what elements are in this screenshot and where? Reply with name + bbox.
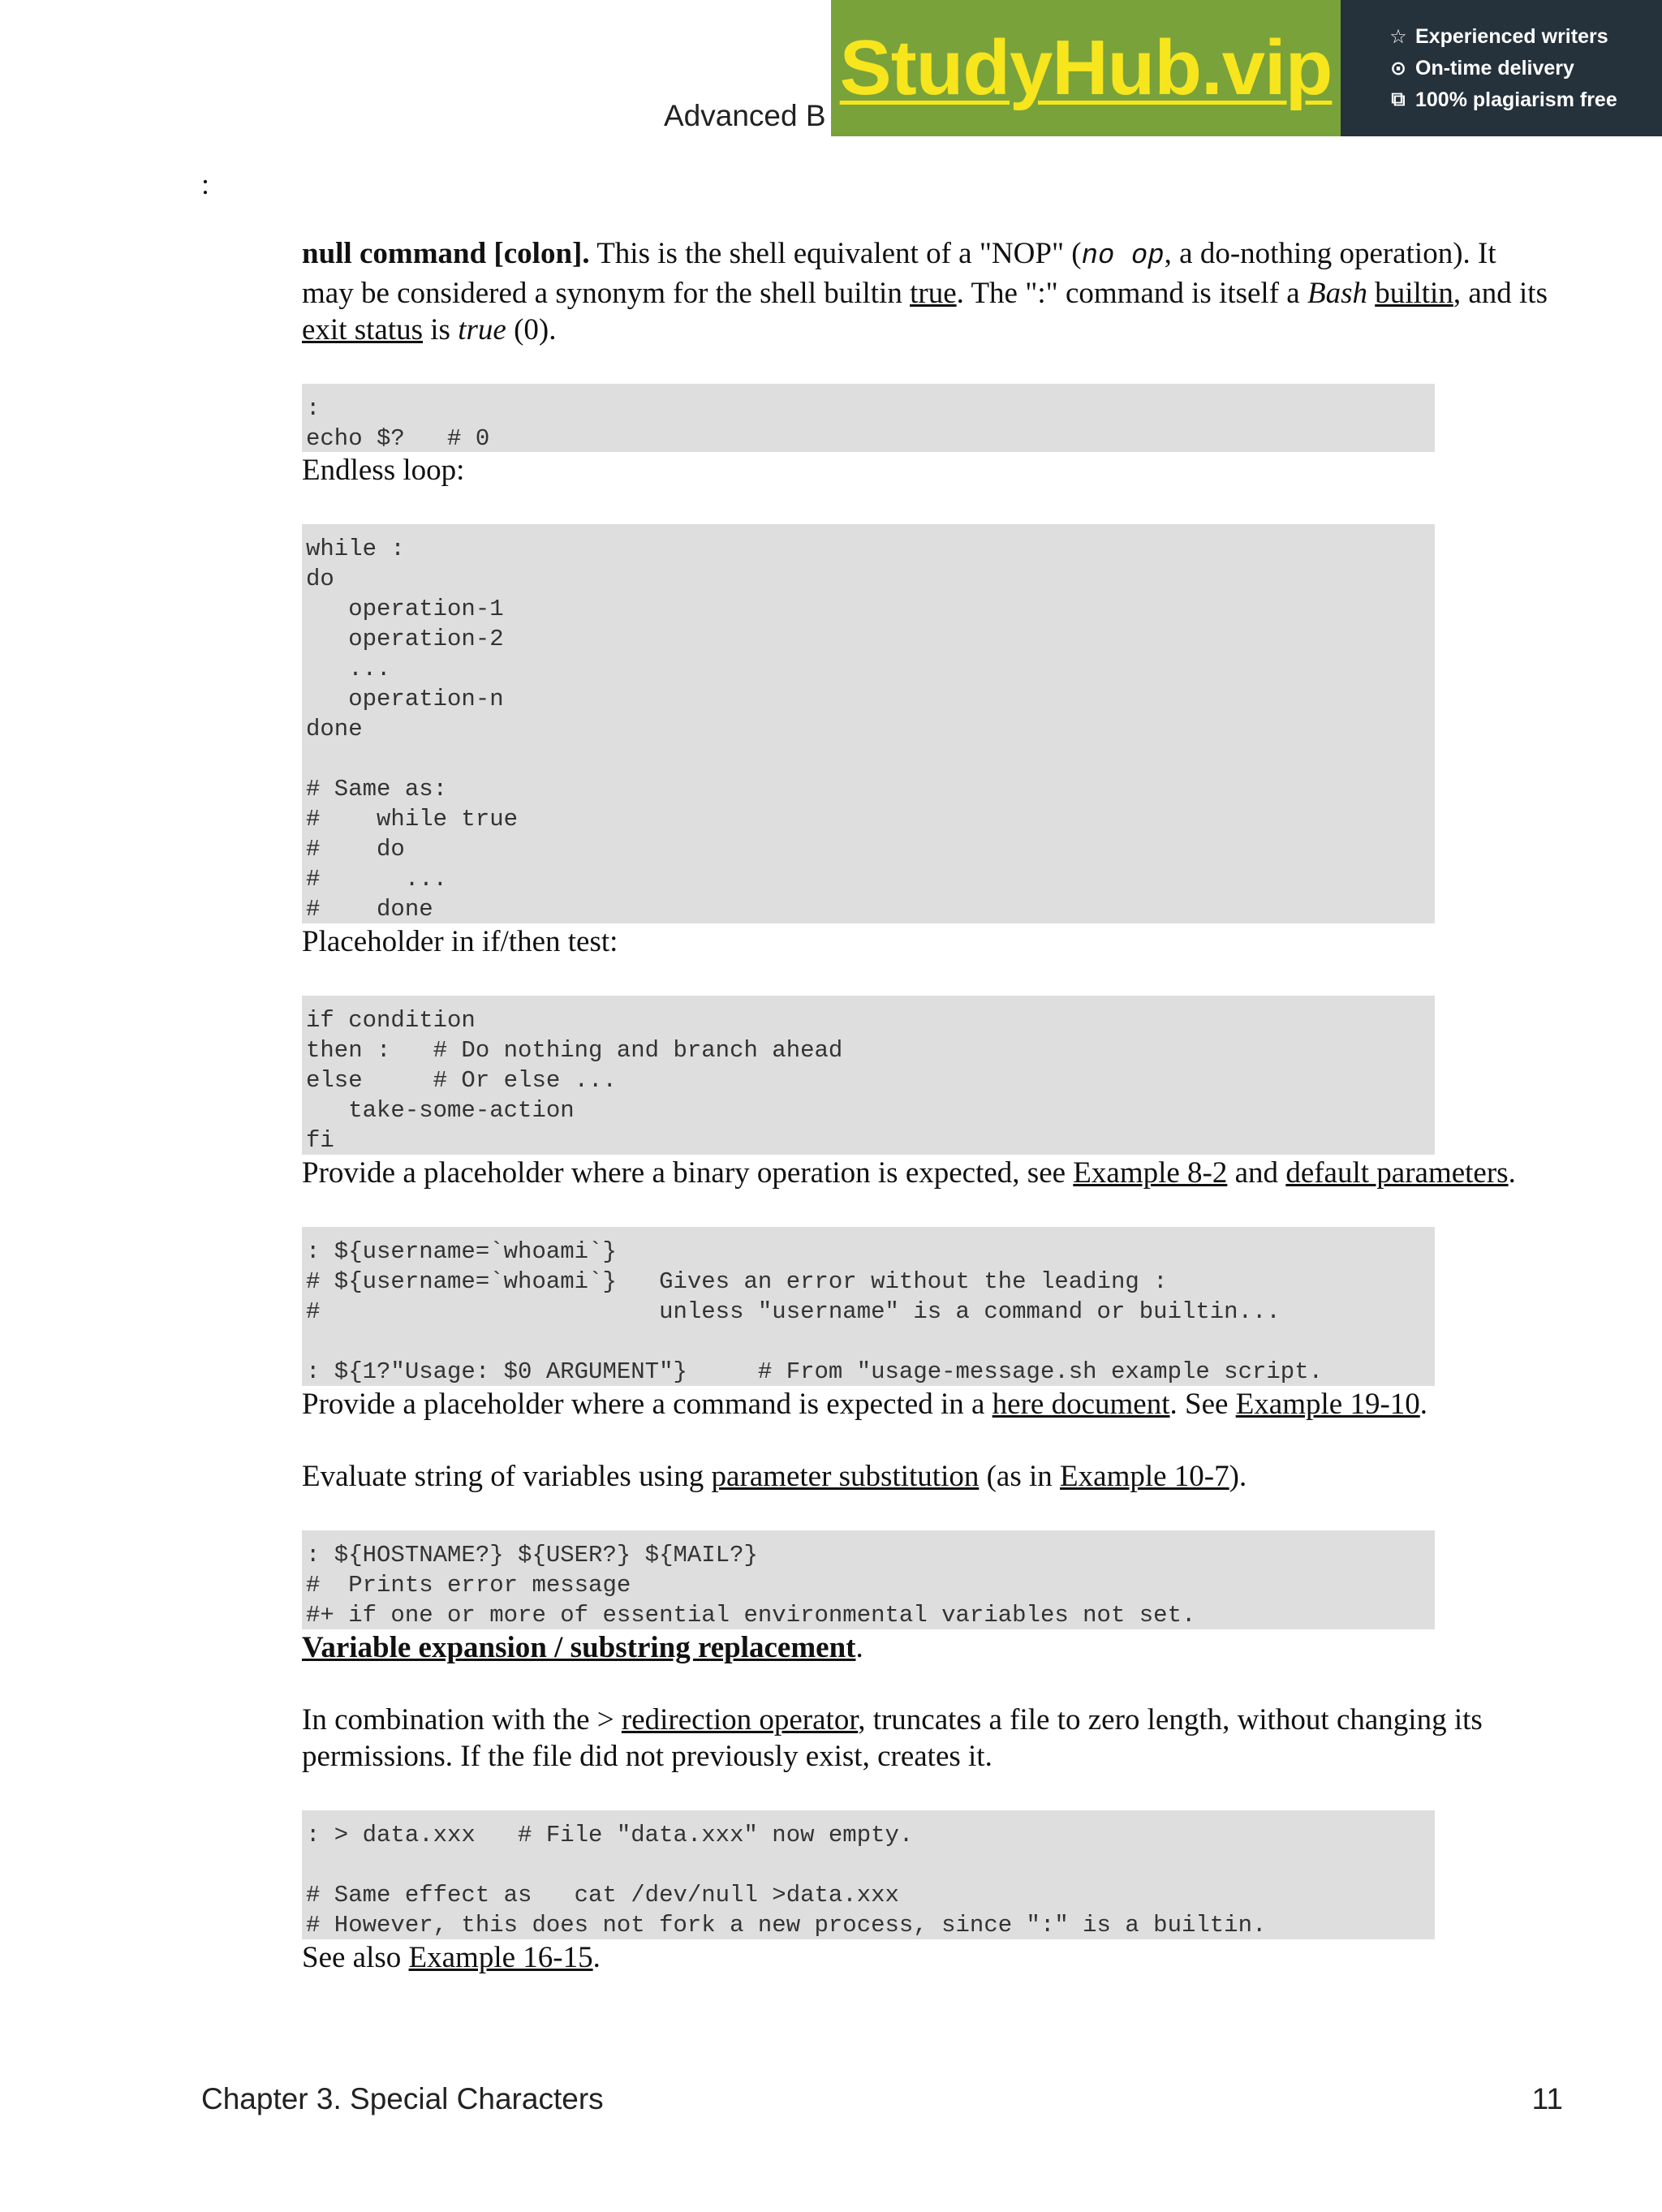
code-block-truncate: : > data.xxx # File "data.xxx" now empty. # Same effect as cat /dev/null >data.xxx # However, this does not fork a new process, since ":" is a builtin. <box>302 1810 1435 1939</box>
redirect-text: In combination with the > <box>302 1703 622 1736</box>
term-colon: : <box>201 168 210 200</box>
link-here-document[interactable]: here document <box>992 1388 1170 1421</box>
code-block-username: : ${username=`whoami`} # ${username=`whoami`} Gives an error without the leading : # unless "username" is a command or builtin... : ${1?"Usage: $0 ARGUMENT"} # From "usage-message.sh example script. <box>302 1227 1435 1386</box>
redirect-paragraph <box>302 1702 1552 1775</box>
star-icon: ☆ <box>1389 25 1407 48</box>
intro-text: (0). <box>506 313 557 346</box>
code-block-if-then: if condition then : # Do nothing and branch ahead else # Or else ... take-some-action fi <box>302 996 1435 1155</box>
link-default-parameters[interactable]: default parameters <box>1285 1156 1509 1190</box>
evaluate-text: ). <box>1229 1460 1247 1493</box>
binary-text: and <box>1227 1156 1286 1190</box>
heredoc-paragraph <box>302 1386 1552 1422</box>
label-placeholder: Placeholder in if/then test: <box>302 925 618 958</box>
binary-text: Provide a placeholder where a binary operation is expected, see <box>302 1156 1074 1190</box>
footer-page-number: 11 <box>1531 2082 1563 2115</box>
copy-icon: ⧉ <box>1391 88 1406 110</box>
banner-feature-delivery <box>1388 57 1662 80</box>
binary-text: . <box>1508 1156 1516 1190</box>
link-example-10-7[interactable]: Example 10-7 <box>1060 1460 1229 1493</box>
main-content <box>302 235 1552 1976</box>
link-example-8-2[interactable]: Example 8-2 <box>1073 1156 1228 1190</box>
redirect-text: , truncates a file to zero length, without changing its permissions. If the file did not previously exist, creates it. <box>302 1703 1483 1773</box>
link-builtin[interactable]: builtin <box>1375 277 1453 310</box>
footer-chapter-title: Chapter 3. Special Characters <box>201 2082 604 2115</box>
code-block-endless-loop: while : do operation-1 operation-2 ... operation-n done # Same as: # while true # do # ... # done <box>302 524 1435 923</box>
studyhub-logo[interactable]: StudyHub.vip <box>839 24 1333 111</box>
intro-text: , a do-nothing operation). It may be considered a synonym for the shell builtin <box>302 237 1496 310</box>
banner-feature-plagiarism <box>1388 88 1662 112</box>
code-block-null: : echo $? # 0 <box>302 384 1435 452</box>
evaluate-text: (as in <box>979 1460 1061 1493</box>
link-redirection-operator[interactable]: redirection operator <box>621 1703 859 1736</box>
intro-true: true <box>458 313 506 346</box>
heredoc-text: . <box>1419 1388 1428 1421</box>
evaluate-text: Evaluate string of variables using <box>302 1460 712 1493</box>
banner-logo-area[interactable] <box>831 0 1341 136</box>
banner-feature-text: Experienced writers <box>1415 24 1608 48</box>
varexp-paragraph <box>302 1629 1552 1666</box>
intro-bash: Bash <box>1307 277 1367 310</box>
banner-features <box>1341 0 1662 136</box>
banner-feature-writers <box>1388 25 1662 49</box>
studyhub-ad-banner[interactable] <box>831 0 1662 136</box>
link-example-19-10[interactable]: Example 19-10 <box>1235 1388 1420 1421</box>
varexp-text: . <box>855 1631 863 1664</box>
binary-paragraph <box>302 1155 1552 1191</box>
intro-text <box>1367 277 1375 310</box>
intro-paragraph <box>302 235 1552 348</box>
intro-mono: no op <box>1081 241 1165 272</box>
clock-icon: ⊙ <box>1389 57 1407 80</box>
heredoc-text: . See <box>1169 1388 1236 1421</box>
link-exit-status[interactable]: exit status <box>302 313 424 346</box>
see-also-text: . <box>592 1941 601 1974</box>
intro-text: . The ":" command is itself a <box>956 277 1307 310</box>
link-example-16-15[interactable]: Example 16-15 <box>408 1941 593 1974</box>
link-variable-expansion[interactable]: Variable expansion / substring replacement <box>302 1631 856 1664</box>
page-header-title: Advanced B <box>664 99 826 132</box>
link-true[interactable]: true <box>910 277 957 310</box>
evaluate-paragraph <box>302 1458 1552 1495</box>
see-also-text: See also <box>302 1941 409 1974</box>
see-also-paragraph <box>302 1939 1552 1976</box>
banner-feature-text: 100% plagiarism free <box>1415 88 1617 111</box>
link-parameter-substitution[interactable]: parameter substitution <box>711 1460 980 1493</box>
intro-text: , and its <box>1453 277 1548 310</box>
intro-text: This is the shell equivalent of a "NOP" ( <box>589 237 1082 270</box>
code-block-hostname: : ${HOSTNAME?} ${USER?} ${MAIL?} # Prints error message #+ if one or more of essential environmental variables not set. <box>302 1530 1435 1629</box>
label-endless-loop: Endless loop: <box>302 454 465 487</box>
heredoc-text: Provide a placeholder where a command is expected in a <box>302 1388 992 1421</box>
banner-feature-text: On-time delivery <box>1415 56 1574 80</box>
intro-text: is <box>423 313 459 346</box>
intro-bold: null command [colon]. <box>302 237 590 270</box>
